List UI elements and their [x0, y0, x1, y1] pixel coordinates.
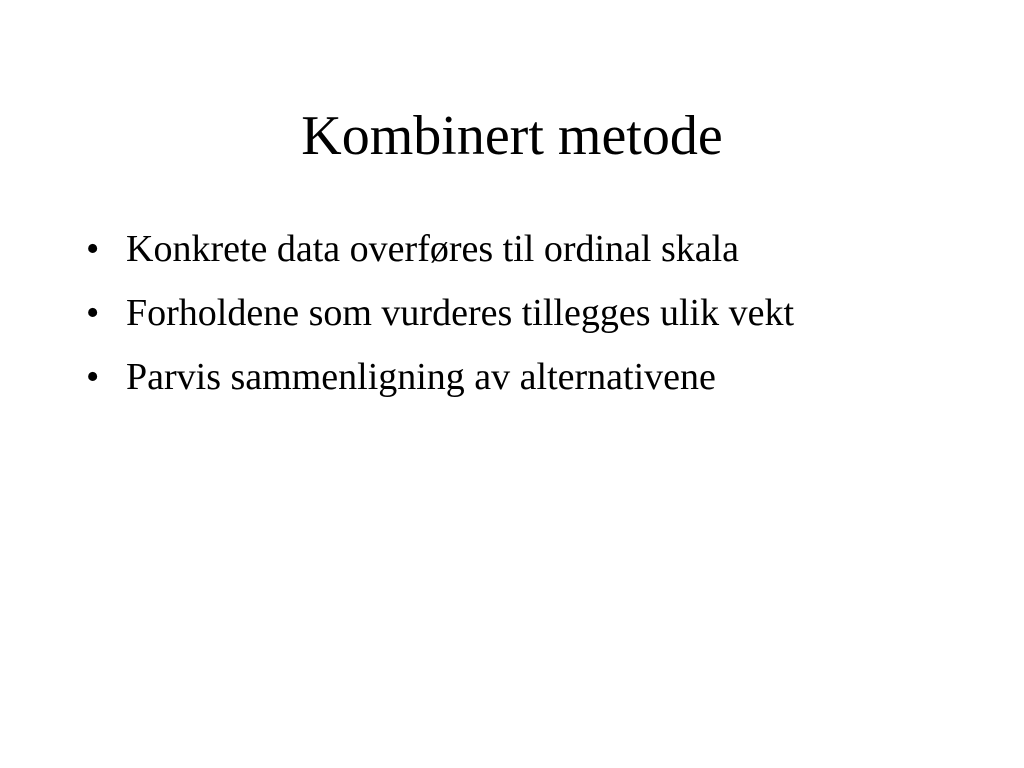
bullet-list	[86, 228, 986, 420]
slide-title: Kombinert metode	[301, 105, 723, 167]
list-item	[86, 228, 986, 270]
bullet-icon: •	[86, 356, 100, 398]
bullet-icon: •	[86, 292, 100, 334]
list-item	[86, 292, 986, 334]
bullet-icon: •	[86, 228, 100, 270]
list-item	[86, 356, 986, 398]
bullet-text: Konkrete data overføres til ordinal skala	[126, 228, 740, 270]
bullet-text: Forholdene som vurderes tillegges ulik vekt	[126, 292, 795, 334]
bullet-text: Parvis sammenligning av alternativene	[126, 356, 716, 398]
